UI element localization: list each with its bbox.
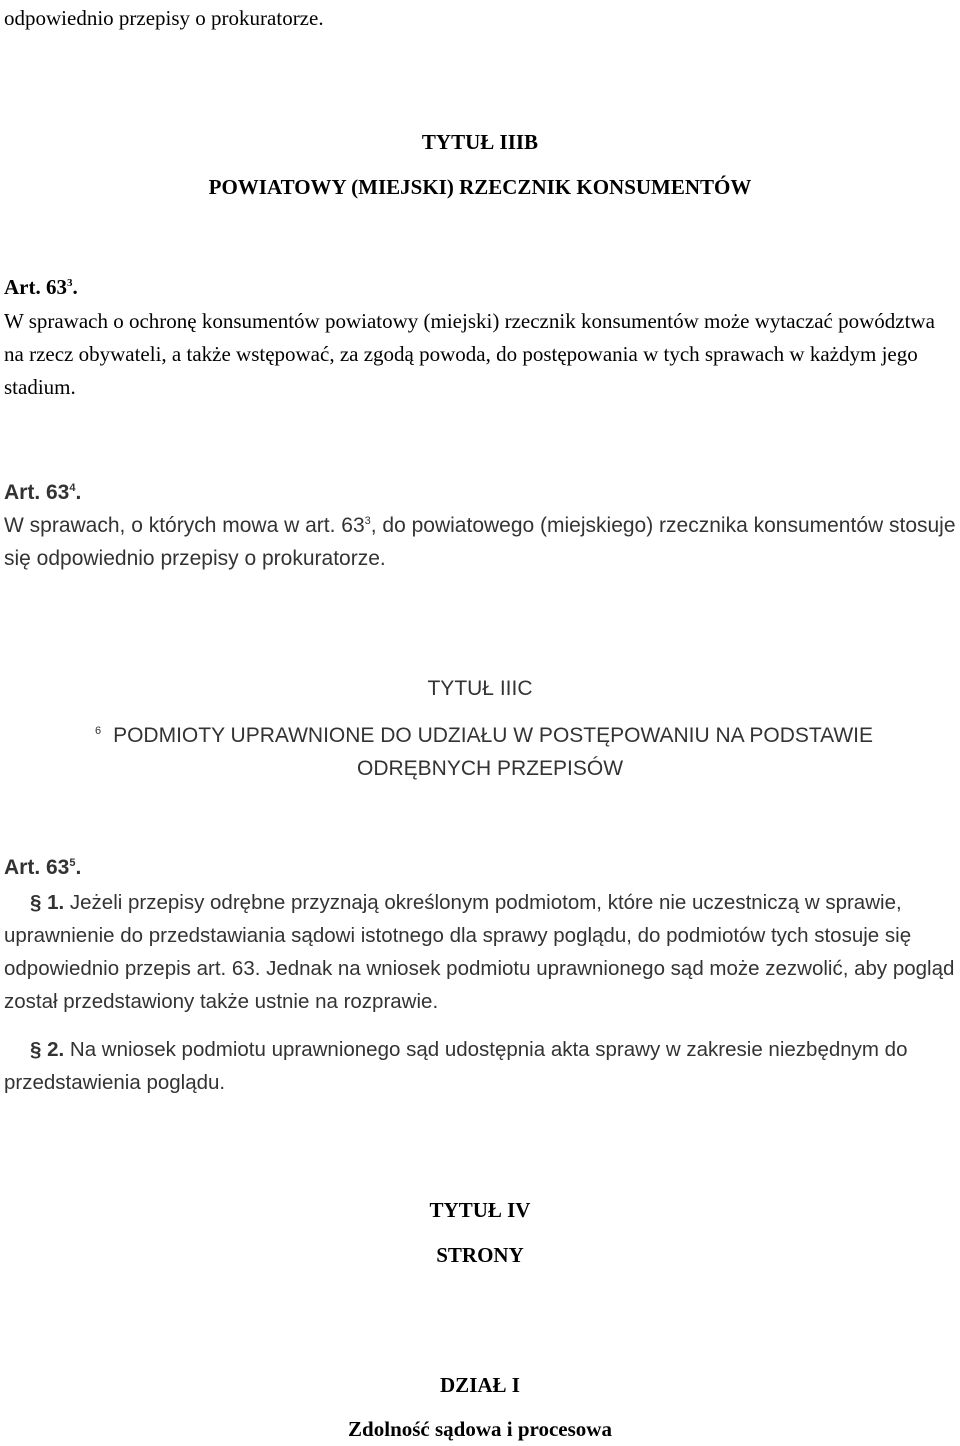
art-63-5-paragraph-1: § 1. Jeżeli przepisy odrębne przyznają określonym podmiotom, które nie uczestniczą w sprawie, uprawnienie do przedstawiania sądowi istotnego dla sprawy poglądu, do podmiotów tych stosuje się odpowiednio przepis art. 63. Jednak na wniosek podmiotu uprawnionego sąd może zezwolić, aby pogląd został przedstawiony także ustnie na rozprawie.	[4, 891, 955, 1013]
dzial-i-subtitle: Zdolność sądowa i procesowa	[348, 1417, 612, 1441]
footnote-marker: 6	[94, 725, 102, 737]
art-63-4-text: W sprawach, o których mowa w art. $63^3$, do powiatowego (miejskiego) rzecznika konsumentów stosuje się odpowiednio przepisy o prokuratorze.	[4, 514, 956, 570]
art-63-5-paragraph-2: § 2. Na wniosek podmiotu uprawnionego sąd udostępnia akta sprawy w zakresie niezbędnym do przedstawienia poglądu.	[4, 1038, 908, 1094]
dzial-i-label: DZIAŁ I	[440, 1373, 520, 1397]
title-iv-subtitle: STRONY	[436, 1243, 524, 1267]
title-iiib-label: TYTUŁ IIIB	[421, 130, 539, 154]
title-iiic-label: TYTUŁ IIIC	[427, 677, 533, 700]
art-63-4-heading: Art. $63^4$.	[4, 481, 82, 504]
title-iv-label: TYTUŁ IV	[429, 1198, 531, 1222]
top-line: odpowiednio przepisy o prokuratorze.	[4, 6, 324, 30]
title-iiic-subtitle: $^6$ PODMIOTY UPRAWNIONE DO UDZIAŁU W POSTĘPOWANIU NA PODSTAWIE ODRĘBNYCH PRZEPISÓW	[94, 724, 874, 780]
art-63-3-heading: Art. $63^3$.	[4, 275, 78, 299]
art-63-5-heading: Art. $63^5$.	[4, 856, 82, 879]
art-63-3-text: W sprawach o ochronę konsumentów powiatowy (miejski) rzecznik konsumentów może wytaczać powództwa na rzecz obywateli, a także wstępować, za zgodą powoda, do postępowania w tych sprawach w każdym jego stadium.	[4, 309, 935, 399]
title-iiib-subtitle: POWIATOWY (MIEJSKI) RZECZNIK KONSUMENTÓW	[208, 175, 752, 199]
